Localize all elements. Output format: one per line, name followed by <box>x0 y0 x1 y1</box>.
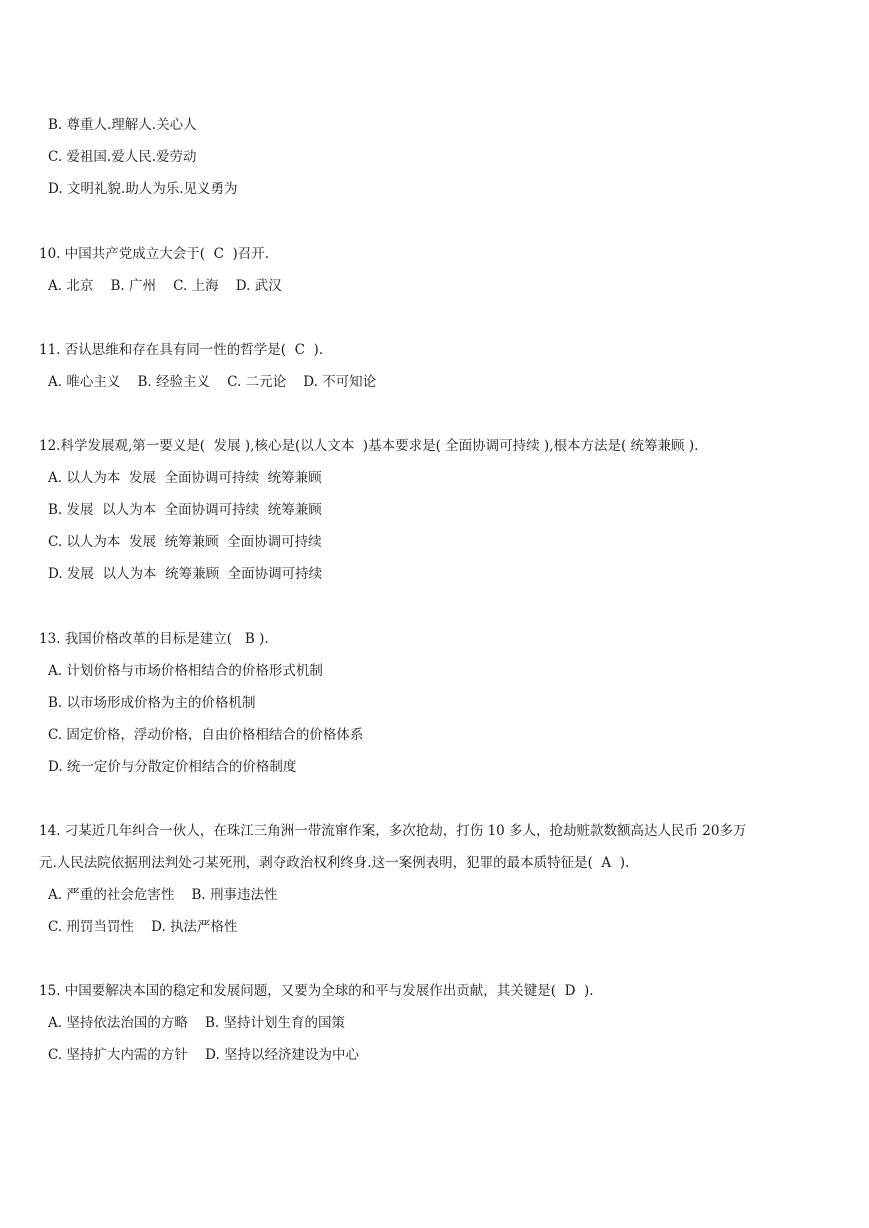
q12-option-c: C. 以人为本 发展 统筹兼顾 全面协调可持续 <box>48 534 322 550</box>
q13-option-b: B. 以市场形成价格为主的价格机制 <box>48 695 256 711</box>
q12-question: 12.科学发展观,第一要义是( 发展 ),核心是(以人文本 )基本要求是( 全面协调可持续 ),根本方法是( 统筹兼顾 ). <box>39 438 699 454</box>
q14-question-line2: 元.人民法院依据刑法判处刁某死刑，剥夺政治权利终身.这一案例表明，犯罪的最本质特征是( A ). <box>39 855 630 871</box>
q14-options-ab: A. 严重的社会危害性 B. 刑事违法性 <box>48 887 278 903</box>
q11-question: 11. 否认思维和存在具有同一性的哲学是( C ). <box>39 342 324 358</box>
q10-options: A. 北京 B. 广州 C. 上海 D. 武汉 <box>48 278 282 294</box>
q13-option-d: D. 统一定价与分散定价相结合的价格制度 <box>48 759 297 775</box>
q15-options-cd: C. 坚持扩大内需的方针 D. 坚持以经济建设为中心 <box>48 1047 360 1063</box>
q14-options-cd: C. 刑罚当罚性 D. 执法严格性 <box>48 919 238 935</box>
q13-option-a: A. 计划价格与市场价格相结合的价格形式机制 <box>48 663 323 679</box>
q14-question-line1: 14. 刁某近几年纠合一伙人，在珠江三角洲一带流窜作案，多次抢劫，打伤 10 多人，抢劫赃款数额高达人民币 20多万 <box>39 823 747 839</box>
q15-options-ab: A. 坚持依法治国的方略 B. 坚持计划生育的国策 <box>48 1015 345 1031</box>
q10-question: 10. 中国共产党成立大会于( C )召开. <box>39 246 270 262</box>
q13-question: 13. 我国价格改革的目标是建立( B ). <box>39 631 269 647</box>
q12-option-d: D. 发展 以人为本 统筹兼顾 全面协调可持续 <box>48 566 323 582</box>
q9-option-d: D. 文明礼貌.助人为乐.见义勇为 <box>48 181 238 197</box>
q9-option-b: B. 尊重人.理解人.关心人 <box>48 117 197 133</box>
q12-option-a: A. 以人为本 发展 全面协调可持续 统筹兼顾 <box>48 470 322 486</box>
q15-question: 15. 中国要解决本国的稳定和发展问题，又要为全球的和平与发展作出贡献，其关键是( D ). <box>39 983 594 999</box>
q11-options: A. 唯心主义 B. 经验主义 C. 二元论 D. 不可知论 <box>48 374 377 390</box>
q12-option-b: B. 发展 以人为本 全面协调可持续 统筹兼顾 <box>48 502 322 518</box>
q9-option-c: C. 爱祖国.爱人民.爱劳动 <box>48 149 197 165</box>
q13-option-c: C. 固定价格，浮动价格，自由价格相结合的价格体系 <box>48 727 364 743</box>
